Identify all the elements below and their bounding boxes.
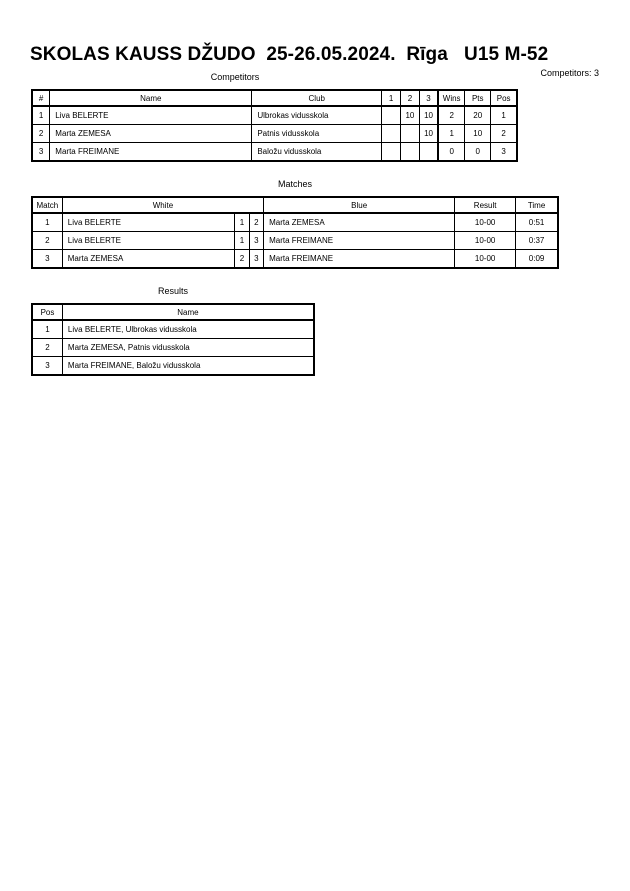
- column-header: Result: [455, 197, 516, 213]
- cell-time: 0:37: [516, 232, 558, 250]
- column-header: Blue: [264, 197, 455, 213]
- column-header: Time: [516, 197, 558, 213]
- competitors-count: Competitors: 3: [540, 68, 599, 78]
- cell-position: 3: [32, 357, 62, 376]
- table-row: [32, 143, 517, 162]
- cell-name: Marta ZEMESA, Patnis vidusskola: [62, 339, 314, 357]
- cell-position: 1: [32, 320, 62, 339]
- table-row: [32, 106, 517, 125]
- cell-club: Baložu vidusskola: [252, 143, 382, 162]
- cell-club: Ulbrokas vidusskola: [252, 106, 382, 125]
- column-header: White: [62, 197, 263, 213]
- cell-blue-number: 3: [249, 250, 263, 269]
- cell-white-number: 1: [235, 213, 249, 232]
- competitors-table: [31, 89, 518, 162]
- matches-caption: Matches: [277, 179, 312, 189]
- table-row: [32, 339, 314, 357]
- cell-position: 1: [491, 106, 517, 125]
- cell-time: 0:09: [516, 250, 558, 269]
- cell-wins: 1: [438, 125, 464, 143]
- cell-score-1: [382, 106, 401, 125]
- cell-points: 20: [465, 106, 491, 125]
- cell-name: Marta ZEMESA: [50, 125, 252, 143]
- cell-score-3: [419, 143, 438, 162]
- cell-position: 2: [32, 339, 62, 357]
- cell-position: 2: [491, 125, 517, 143]
- cell-score-2: [401, 125, 420, 143]
- table-row: [32, 213, 558, 232]
- column-header: 2: [401, 90, 420, 106]
- cell-blue: Marta FREIMANE: [264, 250, 455, 269]
- cell-blue: Marta ZEMESA: [264, 213, 455, 232]
- cell-white-number: 2: [235, 250, 249, 269]
- table-header-row: [32, 90, 517, 106]
- cell-number: 1: [32, 106, 50, 125]
- cell-name: Liva BELERTE, Ulbrokas vidusskola: [62, 320, 314, 339]
- column-header: Pos: [32, 304, 62, 320]
- cell-white: Marta ZEMESA: [62, 250, 234, 269]
- cell-blue-number: 3: [249, 232, 263, 250]
- competitors-caption: Competitors: [210, 72, 260, 82]
- cell-score-2: [401, 143, 420, 162]
- cell-match: 2: [32, 232, 62, 250]
- cell-score-3: 10: [419, 125, 438, 143]
- cell-blue-number: 2: [249, 213, 263, 232]
- table-header-row: [32, 197, 558, 213]
- cell-points: 0: [465, 143, 491, 162]
- cell-wins: 0: [438, 143, 464, 162]
- results-caption: Results: [157, 286, 188, 296]
- table-row: [32, 357, 314, 376]
- column-header: Pts: [465, 90, 491, 106]
- cell-points: 10: [465, 125, 491, 143]
- column-header: Club: [252, 90, 382, 106]
- column-header: Wins: [438, 90, 464, 106]
- column-header: Match: [32, 197, 62, 213]
- cell-score-2: 10: [401, 106, 420, 125]
- column-header: #: [32, 90, 50, 106]
- cell-position: 3: [491, 143, 517, 162]
- column-header: 1: [382, 90, 401, 106]
- table-row: [32, 250, 558, 269]
- cell-name: Marta FREIMANE: [50, 143, 252, 162]
- cell-result: 10-00: [455, 232, 516, 250]
- column-header: 3: [419, 90, 438, 106]
- cell-name: Liva BELERTE: [50, 106, 252, 125]
- table-row: [32, 125, 517, 143]
- cell-result: 10-00: [455, 250, 516, 269]
- table-row: [32, 232, 558, 250]
- cell-result: 10-00: [455, 213, 516, 232]
- cell-white: Liva BELERTE: [62, 213, 234, 232]
- cell-match: 1: [32, 213, 62, 232]
- cell-score-1: [382, 125, 401, 143]
- cell-match: 3: [32, 250, 62, 269]
- table-row: [32, 320, 314, 339]
- cell-number: 2: [32, 125, 50, 143]
- cell-time: 0:51: [516, 213, 558, 232]
- table-header-row: [32, 304, 314, 320]
- cell-score-3: 10: [419, 106, 438, 125]
- cell-white: Liva BELERTE: [62, 232, 234, 250]
- column-header: Name: [50, 90, 252, 106]
- cell-name: Marta FREIMANE, Baložu vidusskola: [62, 357, 314, 376]
- cell-white-number: 1: [235, 232, 249, 250]
- results-table: [31, 303, 315, 376]
- column-header: Pos: [491, 90, 517, 106]
- cell-wins: 2: [438, 106, 464, 125]
- cell-number: 3: [32, 143, 50, 162]
- cell-blue: Marta FREIMANE: [264, 232, 455, 250]
- cell-club: Patnis vidusskola: [252, 125, 382, 143]
- page-title: SKOLAS KAUSS DŽUDO 25-26.05.2024. Rīga U15 M-52: [30, 44, 549, 65]
- matches-table: [31, 196, 559, 269]
- cell-score-1: [382, 143, 401, 162]
- column-header: Name: [62, 304, 314, 320]
